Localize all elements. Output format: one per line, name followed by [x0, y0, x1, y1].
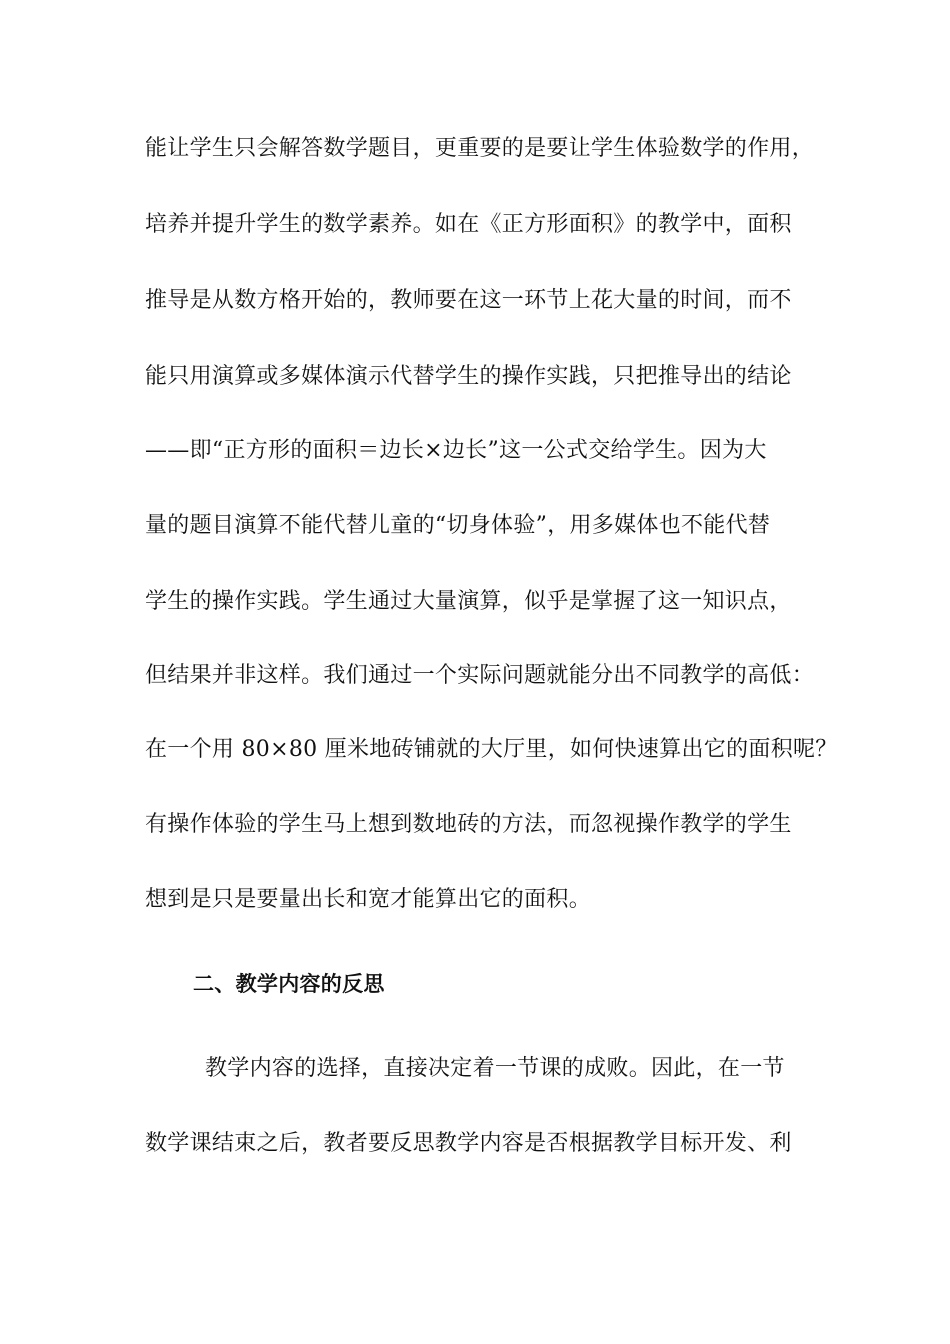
paragraph-line: 能只用演算或多媒体演示代替学生的操作实践，只把推导出的结论 [145, 364, 792, 389]
paragraph-line: 培养并提升学生的数学素养。如在《正方形面积》的教学中，面积 [145, 212, 792, 237]
paragraph-line: 推导是从数方格开始的，教师要在这一环节上花大量的时间，而不 [145, 288, 792, 313]
paragraph-line: 学生的操作实践。学生通过大量演算，似乎是掌握了这一知识点， [145, 589, 792, 614]
paragraph-line: 有操作体验的学生马上想到数地砖的方法，而忽视操作教学的学生 [145, 812, 792, 837]
paragraph-line: 但结果并非这样。我们通过一个实际问题就能分出不同教学的高低： [145, 663, 815, 688]
paragraph-line: 数学课结束之后，教者要反思教学内容是否根据教学目标开发、利 [145, 1131, 792, 1156]
section-heading: 二、教学内容的反思 [193, 972, 385, 996]
paragraph-line: 能让学生只会解答数学题目，更重要的是要让学生体验数学的作用， [145, 136, 815, 161]
paragraph-line: 想到是只是要量出长和宽才能算出它的面积。 [145, 887, 592, 912]
paragraph-line: 教学内容的选择，直接决定着一节课的成败。因此，在一节 [205, 1056, 785, 1081]
paragraph-line: ——即“正方形的面积＝边长×边长”这一公式交给学生。因为大 [145, 438, 767, 463]
paragraph-line: 在一个用 80×80 厘米地砖铺就的大厅里，如何快速算出它的面积呢？ [145, 737, 838, 762]
paragraph-line: 量的题目演算不能代替儿童的“切身体验”，用多媒体也不能代替 [145, 513, 771, 538]
